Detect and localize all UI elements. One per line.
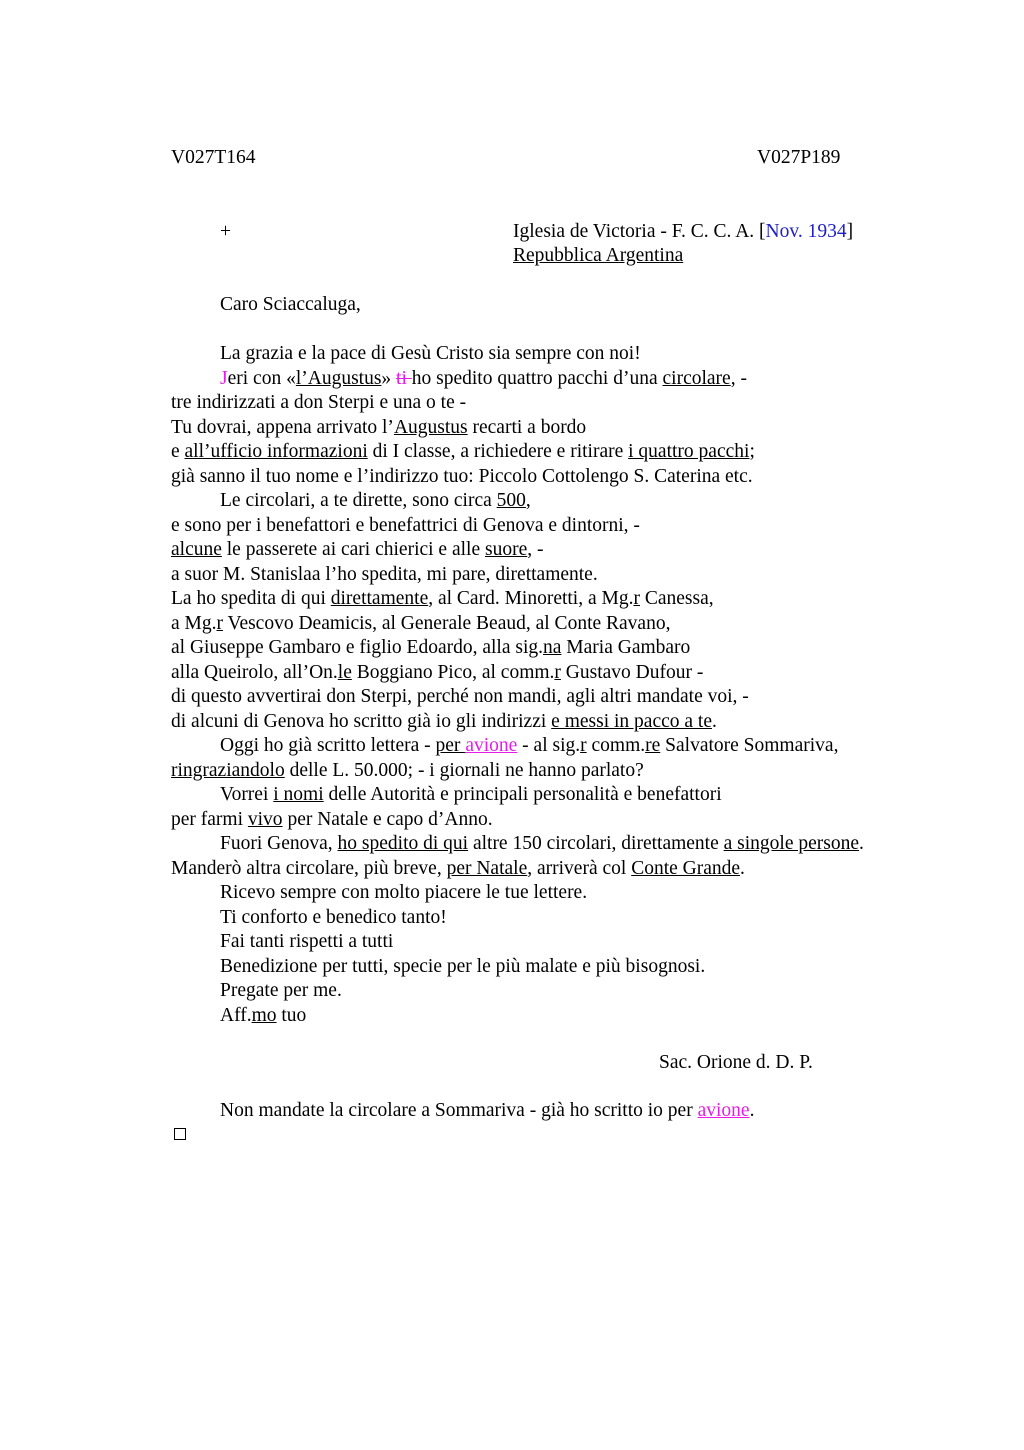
line-segment: , - bbox=[730, 368, 747, 389]
letter-line bbox=[171, 612, 670, 636]
line-segment: a singole persone bbox=[723, 833, 860, 854]
letter-line bbox=[171, 661, 703, 685]
line-segment: i quattro pacchi bbox=[628, 441, 750, 462]
line-segment: Tu dovrai, appena arrivato l’ bbox=[171, 417, 394, 438]
line-segment: eri con « bbox=[227, 368, 296, 389]
bracket-close: ] bbox=[846, 221, 854, 242]
line-segment: a Mg. bbox=[171, 613, 217, 634]
letter-line bbox=[220, 906, 447, 930]
line-segment: Vorrei bbox=[220, 784, 274, 805]
postscript-text: Non mandate la circolare a Sommariva - già ho scritto io per bbox=[220, 1100, 698, 1121]
letter-line bbox=[171, 391, 466, 415]
line-segment: Ti conforto e benedico tanto! bbox=[220, 907, 447, 928]
postscript bbox=[220, 1099, 754, 1123]
document-code-right: V027P189 bbox=[757, 147, 841, 168]
cross-symbol: + bbox=[220, 221, 231, 242]
letter-line bbox=[220, 881, 587, 905]
line-segment: » bbox=[381, 368, 397, 389]
letter-line bbox=[220, 979, 342, 1003]
line-segment: già sanno il tuo nome e l’indirizzo tuo: Piccolo Cottolengo S. Caterina etc. bbox=[171, 466, 753, 487]
line-segment: i nomi bbox=[273, 784, 324, 805]
line-segment: r bbox=[216, 613, 223, 634]
letter-line bbox=[171, 685, 749, 709]
line-segment: na bbox=[543, 637, 562, 658]
line-segment: l’Augustus bbox=[295, 368, 382, 389]
line-segment: alla Queirolo, all’On. bbox=[171, 662, 338, 683]
line-segment: circolare bbox=[662, 368, 731, 389]
salutation: Caro Sciaccaluga, bbox=[220, 294, 361, 315]
line-segment: Salvatore Sommariva, bbox=[660, 735, 839, 756]
line-segment: 500 bbox=[496, 490, 526, 511]
line-segment: J bbox=[220, 368, 228, 389]
line-segment: Gustavo Dufour - bbox=[560, 662, 704, 683]
line-segment: delle L. 50.000; - i giornali ne hanno parlato? bbox=[284, 760, 644, 781]
line-segment: Boggiano Pico, al comm. bbox=[351, 662, 555, 683]
line-segment: . bbox=[859, 833, 864, 854]
line-segment: Vescovo Deamicis, al Generale Beaud, al Conte Ravano, bbox=[223, 613, 671, 634]
letter-line bbox=[220, 367, 747, 391]
line-segment: e sono per i benefattori e benefattrici di Genova e dintorni, - bbox=[171, 515, 640, 536]
line-segment: Pregate per me. bbox=[220, 980, 342, 1001]
line-segment: Conte Grande bbox=[631, 858, 741, 879]
line-segment: . bbox=[740, 858, 745, 879]
line-segment: vivo bbox=[247, 809, 283, 830]
letter-line bbox=[171, 759, 644, 783]
line-segment: - al sig. bbox=[517, 735, 581, 756]
line-segment: r bbox=[554, 662, 561, 683]
line-segment: ti bbox=[396, 368, 412, 389]
line-segment: al Giuseppe Gambaro e figlio Edoardo, alla sig. bbox=[171, 637, 544, 658]
line-segment: all’ufficio informazioni bbox=[184, 441, 368, 462]
letter-line bbox=[171, 587, 714, 611]
country-line: Repubblica Argentina bbox=[513, 245, 684, 266]
line-segment: Canessa, bbox=[639, 588, 714, 609]
line-segment: suore bbox=[484, 539, 528, 560]
line-segment: . bbox=[711, 711, 717, 732]
line-segment: di I classe, a richiedere e ritirare bbox=[367, 441, 629, 462]
line-segment: Fai tanti rispetti a tutti bbox=[220, 931, 394, 952]
letter-line bbox=[171, 563, 598, 587]
line-segment: , bbox=[525, 490, 531, 511]
line-segment: altre 150 circolari, direttamente bbox=[468, 833, 724, 854]
end-box-symbol bbox=[174, 1128, 186, 1140]
line-segment: mo bbox=[251, 1005, 277, 1026]
line-segment: , al Card. Minoretti, a Mg. bbox=[428, 588, 634, 609]
line-segment: per farmi bbox=[171, 809, 248, 830]
line-segment: Fuori Genova, bbox=[220, 833, 338, 854]
line-segment: a suor M. Stanislaa l’ho spedita, mi pare, direttamente. bbox=[171, 564, 598, 585]
letter-line bbox=[171, 808, 493, 832]
line-segment: r bbox=[580, 735, 587, 756]
line-segment: avione bbox=[465, 735, 518, 756]
letter-line bbox=[171, 857, 745, 881]
letter-line bbox=[171, 514, 640, 538]
line-segment: ho spedito di qui bbox=[337, 833, 469, 854]
line-segment: ringraziandolo bbox=[171, 760, 285, 781]
line-segment: Benedizione per tutti, specie per le più malate e più bisognosi. bbox=[220, 956, 706, 977]
letter-line bbox=[220, 955, 705, 979]
line-segment: le passerete ai cari chierici e alle bbox=[221, 539, 485, 560]
line-segment: per Natale bbox=[446, 858, 528, 879]
line-segment: direttamente bbox=[330, 588, 429, 609]
line-segment: r bbox=[633, 588, 640, 609]
line-segment: comm. bbox=[586, 735, 646, 756]
line-segment: ; bbox=[749, 441, 755, 462]
letter-line bbox=[220, 489, 531, 513]
line-segment: , - bbox=[527, 539, 544, 560]
line-segment: di questo avvertirai don Sterpi, perché non mandi, agli altri mandate voi, - bbox=[171, 686, 749, 707]
line-segment: e bbox=[171, 441, 185, 462]
letter-line bbox=[220, 734, 838, 758]
line-segment: Maria Gambaro bbox=[561, 637, 691, 658]
line-segment: di alcuni di Genova ho scritto già io gli indirizzi bbox=[171, 711, 552, 732]
line-segment: Ricevo sempre con molto piacere le tue lettere. bbox=[220, 882, 588, 903]
letter-line bbox=[220, 930, 393, 954]
line-segment: , arriverà col bbox=[527, 858, 632, 879]
place-name: Iglesia de Victoria - F. C. C. A. [ bbox=[513, 221, 766, 242]
line-segment: alcune bbox=[171, 539, 222, 560]
line-segment: per bbox=[435, 735, 466, 756]
letter-line bbox=[220, 832, 864, 856]
line-segment: recarti a bordo bbox=[467, 417, 587, 438]
line-segment: per Natale e capo d’Anno. bbox=[282, 809, 493, 830]
letter-line bbox=[171, 465, 753, 489]
place-line bbox=[513, 220, 853, 244]
letter-line bbox=[220, 783, 722, 807]
line-segment: delle Autorità e principali personalità e benefattori bbox=[323, 784, 722, 805]
document-code-left: V027T164 bbox=[171, 147, 256, 168]
line-segment: Aff. bbox=[220, 1005, 252, 1026]
line-segment: le bbox=[337, 662, 352, 683]
line-segment: Augustus bbox=[393, 417, 468, 438]
line-segment: Manderò altra circolare, più breve, bbox=[171, 858, 447, 879]
line-segment: re bbox=[645, 735, 661, 756]
line-segment: e messi in pacco a te bbox=[551, 711, 712, 732]
line-segment: tuo bbox=[276, 1005, 307, 1026]
letter-line bbox=[171, 440, 755, 464]
letter-line bbox=[171, 710, 717, 734]
letter-date: Nov. 1934 bbox=[765, 221, 847, 242]
line-segment: Le circolari, a te dirette, sono circa bbox=[220, 490, 497, 511]
line-segment: Oggi ho già scritto lettera - bbox=[220, 735, 436, 756]
letter-line bbox=[220, 1004, 306, 1028]
line-segment: La grazia e la pace di Gesù Cristo sia sempre con noi! bbox=[220, 343, 641, 364]
letter-line bbox=[171, 636, 690, 660]
signature: Sac. Orione d. D. P. bbox=[659, 1052, 813, 1073]
letter-line bbox=[171, 416, 586, 440]
postscript-avione: avione bbox=[697, 1100, 750, 1121]
line-segment: La ho spedita di qui bbox=[171, 588, 331, 609]
postscript-end: . bbox=[749, 1100, 755, 1121]
letter-line bbox=[220, 342, 641, 366]
line-segment: ho spedito quattro pacchi d’una bbox=[411, 368, 663, 389]
letter-line bbox=[171, 538, 543, 562]
line-segment: tre indirizzati a don Sterpi e una o te - bbox=[171, 392, 467, 413]
